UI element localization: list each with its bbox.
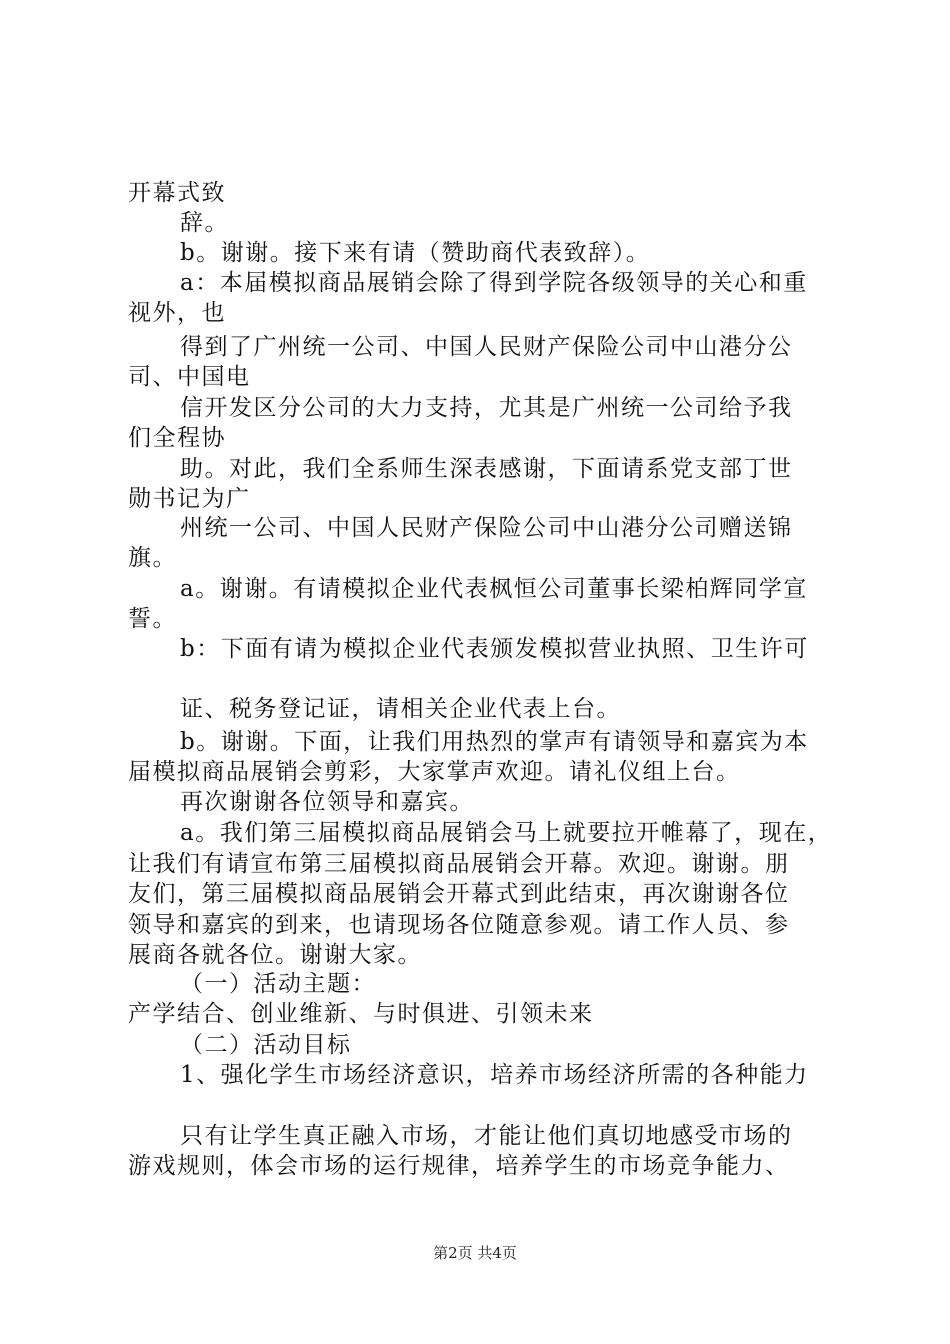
text-line: b：下面有请为模拟企业代表颁发模拟营业执照、卫生许可 — [180, 636, 809, 662]
text-line: 友们，第三届模拟商品展销会开幕式到此结束，再次谢谢各位 — [128, 881, 790, 907]
text-line: b。谢谢。下面，让我们用热烈的掌声有请领导和嘉宾为本 — [180, 729, 809, 755]
text-line: 誓。 — [128, 606, 177, 632]
text-line: 勋书记为广 — [128, 486, 251, 512]
section-heading: （二）活动目标 — [180, 1032, 352, 1058]
text-line: 助。对此，我们全系师生深表感谢，下面请系党支部丁世 — [180, 456, 793, 482]
text-line: 视外，也 — [128, 300, 226, 326]
text-line: a。谢谢。有请模拟企业代表枫恒公司董事长梁柏辉同学宣 — [180, 576, 808, 602]
text-line: 只有让学生真正融入市场，才能让他们真切地感受市场的 — [180, 1123, 793, 1149]
text-line: 旗。 — [128, 545, 177, 571]
text-line: 州统一公司、中国人民财产保险公司中山港分公司赠送锦 — [180, 515, 793, 541]
text-line: 游戏规则，体会市场的运行规律，培养学生的市场竞争能力、 — [128, 1153, 790, 1179]
text-line: 领导和嘉宾的到来，也请现场各位随意参观。请工作人员、参 — [128, 912, 790, 938]
text-line: 再次谢谢各位领导和嘉宾。 — [180, 789, 474, 815]
text-line: 让我们有请宣布第三届模拟商品展销会开幕。欢迎。谢谢。朋 — [128, 851, 790, 877]
text-line: 1、强化学生市场经济意识，培养市场经济所需的各种能力 — [180, 1062, 809, 1088]
text-line: 开幕式致 — [128, 180, 226, 206]
text-line: 辞。 — [180, 210, 229, 236]
text-line: 们全程协 — [128, 425, 226, 451]
text-line: a。我们第三届模拟商品展销会马上就要拉开帷幕了，现在， — [180, 820, 833, 846]
text-line: b。谢谢。接下来有请（赞助商代表致辞）。 — [180, 240, 651, 266]
text-line: 届模拟商品展销会剪彩，大家掌声欢迎。请礼仪组上台。 — [128, 759, 741, 785]
text-line: 司、中国电 — [128, 364, 251, 390]
text-line: 信开发区分公司的大力支持，尤其是广州统一公司给予我 — [180, 395, 793, 421]
text-line: 证、税务登记证，请相关企业代表上台。 — [180, 696, 621, 722]
section-heading: （一）活动主题： — [180, 971, 376, 997]
text-line: 展商各就各位。谢谢大家。 — [128, 942, 422, 968]
page-footer: 第2页 共4页 — [433, 1244, 517, 1262]
text-line: a：本届模拟商品展销会除了得到学院各级领导的关心和重 — [180, 270, 808, 296]
text-line: 得到了广州统一公司、中国人民财产保险公司中山港分公 — [180, 334, 793, 360]
text-line: 产学结合、创业维新、与时俱进、引领未来 — [128, 1001, 594, 1027]
